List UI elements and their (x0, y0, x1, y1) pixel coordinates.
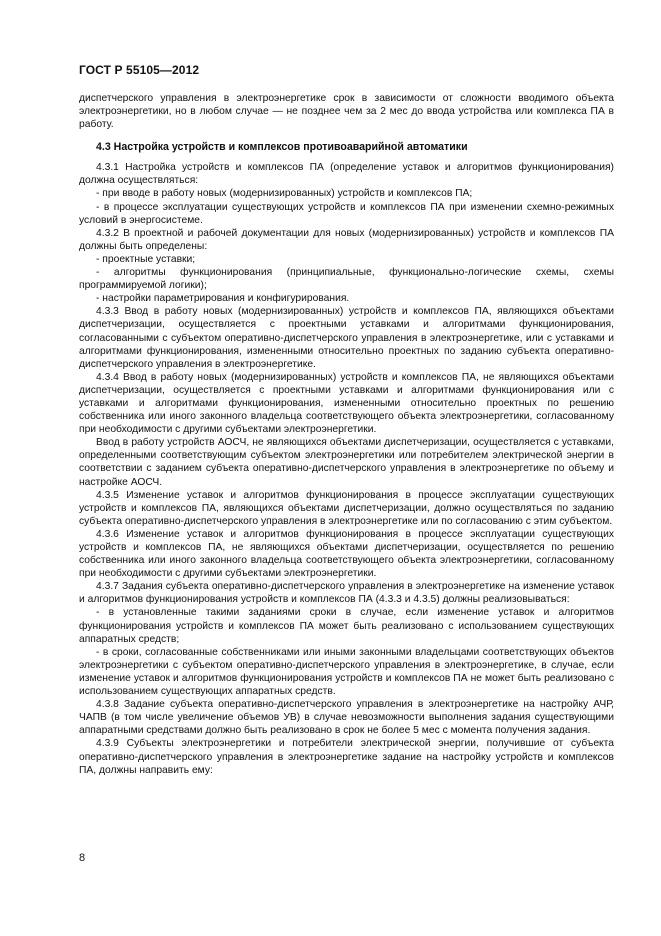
list-item: - при вводе в работу новых (модернизированных) устройств и комплексов ПА; (96, 188, 473, 200)
paragraph-4-3-1: 4.3.1 Настройка устройств и комплексов ПА (определение уставок и алгоритмов функционирования) должна осуществляться: (79, 162, 614, 187)
paragraph-4-3-2: 4.3.2 В проектной и рабочей документации для новых (модернизированных) устройств и комплексов ПА должны быть определены: (79, 227, 614, 252)
paragraph-4-3-7: 4.3.7 Задания субъекта оперативно-диспетчерского управления в электроэнергетике на изменение уставок и алгоритмов функционирования устройств и комплексов ПА (4.3.3 и 4.3.5) должны реализовываться: (79, 581, 614, 606)
list-item: - настройки параметрирования и конфигурирования. (96, 293, 350, 305)
paragraph-4-3-6: 4.3.6 Изменение уставок и алгоритмов функционирования в процессе эксплуатации существующих устройств и комплексов ПА, не являющихся объектами диспетчеризации, осуществляется по решению собственника или иного законного владельца соответствующего объекта электроэнергетики, согласованному при необходимости с другими субъектами электроэнергетики. (79, 528, 614, 580)
list-item: - в процессе эксплуатации существующих устройств и комплексов ПА при изменении схемно-режимных условий в энергосистеме. (79, 201, 614, 226)
continuation-paragraph: диспетчерского управления в электроэнергетике срок в зависимости от сложности вводимого объекта электроэнергетики, но в любом случае — не позднее чем за 2 мес до ввода устройства или комплекса ПА в работу. (79, 93, 614, 131)
list-item: - проектные уставки; (96, 253, 196, 265)
document-body (79, 92, 614, 777)
list-item: - в установленные такими заданиями сроки в случае, если изменение уставок и алгоритмов функционирования устройств и комплексов ПА может быть реализовано с использованием существующих аппаратных средств; (79, 607, 614, 645)
paragraph-4-3-3: 4.3.3 Ввод в работу новых (модернизированных) устройств и комплексов ПА, являющихся объектами диспетчеризации, осуществляется с проектными уставками и алгоритмами функционирования, согласованными с субъектом оперативно-диспетчерского управления в электроэнергетике, или с уставками и алгоритмами функционирования, измененными относительно проектных по заданию субъекта оперативно-диспетчерского управления в электроэнергетике. (79, 306, 614, 370)
paragraph-4-3-9: 4.3.9 Субъекты электроэнергетики и потребители электрической энергии, получившие от субъекта оперативно-диспетчерского управления в электроэнергетике задание на настройку устройств и комплексов ПА, должны направить ему: (79, 738, 614, 776)
paragraph-4-3-4: 4.3.4 Ввод в работу новых (модернизированных) устройств и комплексов ПА, не являющихся объектами диспетчеризации, осуществляется с проектными уставками и алгоритмами функционирования или с уставками и алгоритмами функционирования, измененными относительно проектных по решению собственника или иного законного владельца соответствующего объекта электроэнергетики, согласованному при необходимости с другими субъектами электроэнергетики. (79, 371, 614, 436)
section-heading: 4.3 Настройка устройств и комплексов противоаварийной автоматики (96, 141, 468, 154)
document-header: ГОСТ Р 55105—2012 (79, 63, 200, 77)
list-item: - в сроки, согласованные собственниками или иными законными владельцами соответствующих объектов электроэнергетики с субъектом оперативно-диспетчерского управления в электроэнергетике, в случае, если изменение уставок и алгоритмов функционирования устройств и комплексов ПА не может быть реализовано с использованием существующих аппаратных средств. (79, 646, 614, 698)
paragraph-aosch: Ввод в работу устройств АОСЧ, не являющихся объектами диспетчеризации, осуществляется с уставками, определенными соответствующим субъектом электроэнергетики или потребителем электрической энергии в соответствии с заданием субъекта оперативно-диспетчерского управления в электроэнергетике по объему и настройке АОСЧ. (79, 437, 614, 488)
page-number: 8 (79, 852, 86, 864)
paragraph-4-3-8: 4.3.8 Задание субъекта оперативно-диспетчерского управления в электроэнергетике на настройку АЧР, ЧАПВ (в том числе увеличение объемов УВ) в случае невозможности выполнения задания существующими аппаратными средствами должно быть реализовано в срок не более 5 мес с момента получения задания. (79, 699, 614, 737)
paragraph-4-3-5: 4.3.5 Изменение уставок и алгоритмов функционирования в процессе эксплуатации существующих устройств и комплексов ПА, являющихся объектами диспетчеризации, должно осуществляться по заданию субъекта оперативно-диспетчерского управления в электроэнергетике или по согласованию с этим субъектом. (79, 489, 614, 527)
list-item: - алгоритмы функционирования (принципиальные, функционально-логические схемы, схемы программируемой логики); (79, 267, 614, 292)
